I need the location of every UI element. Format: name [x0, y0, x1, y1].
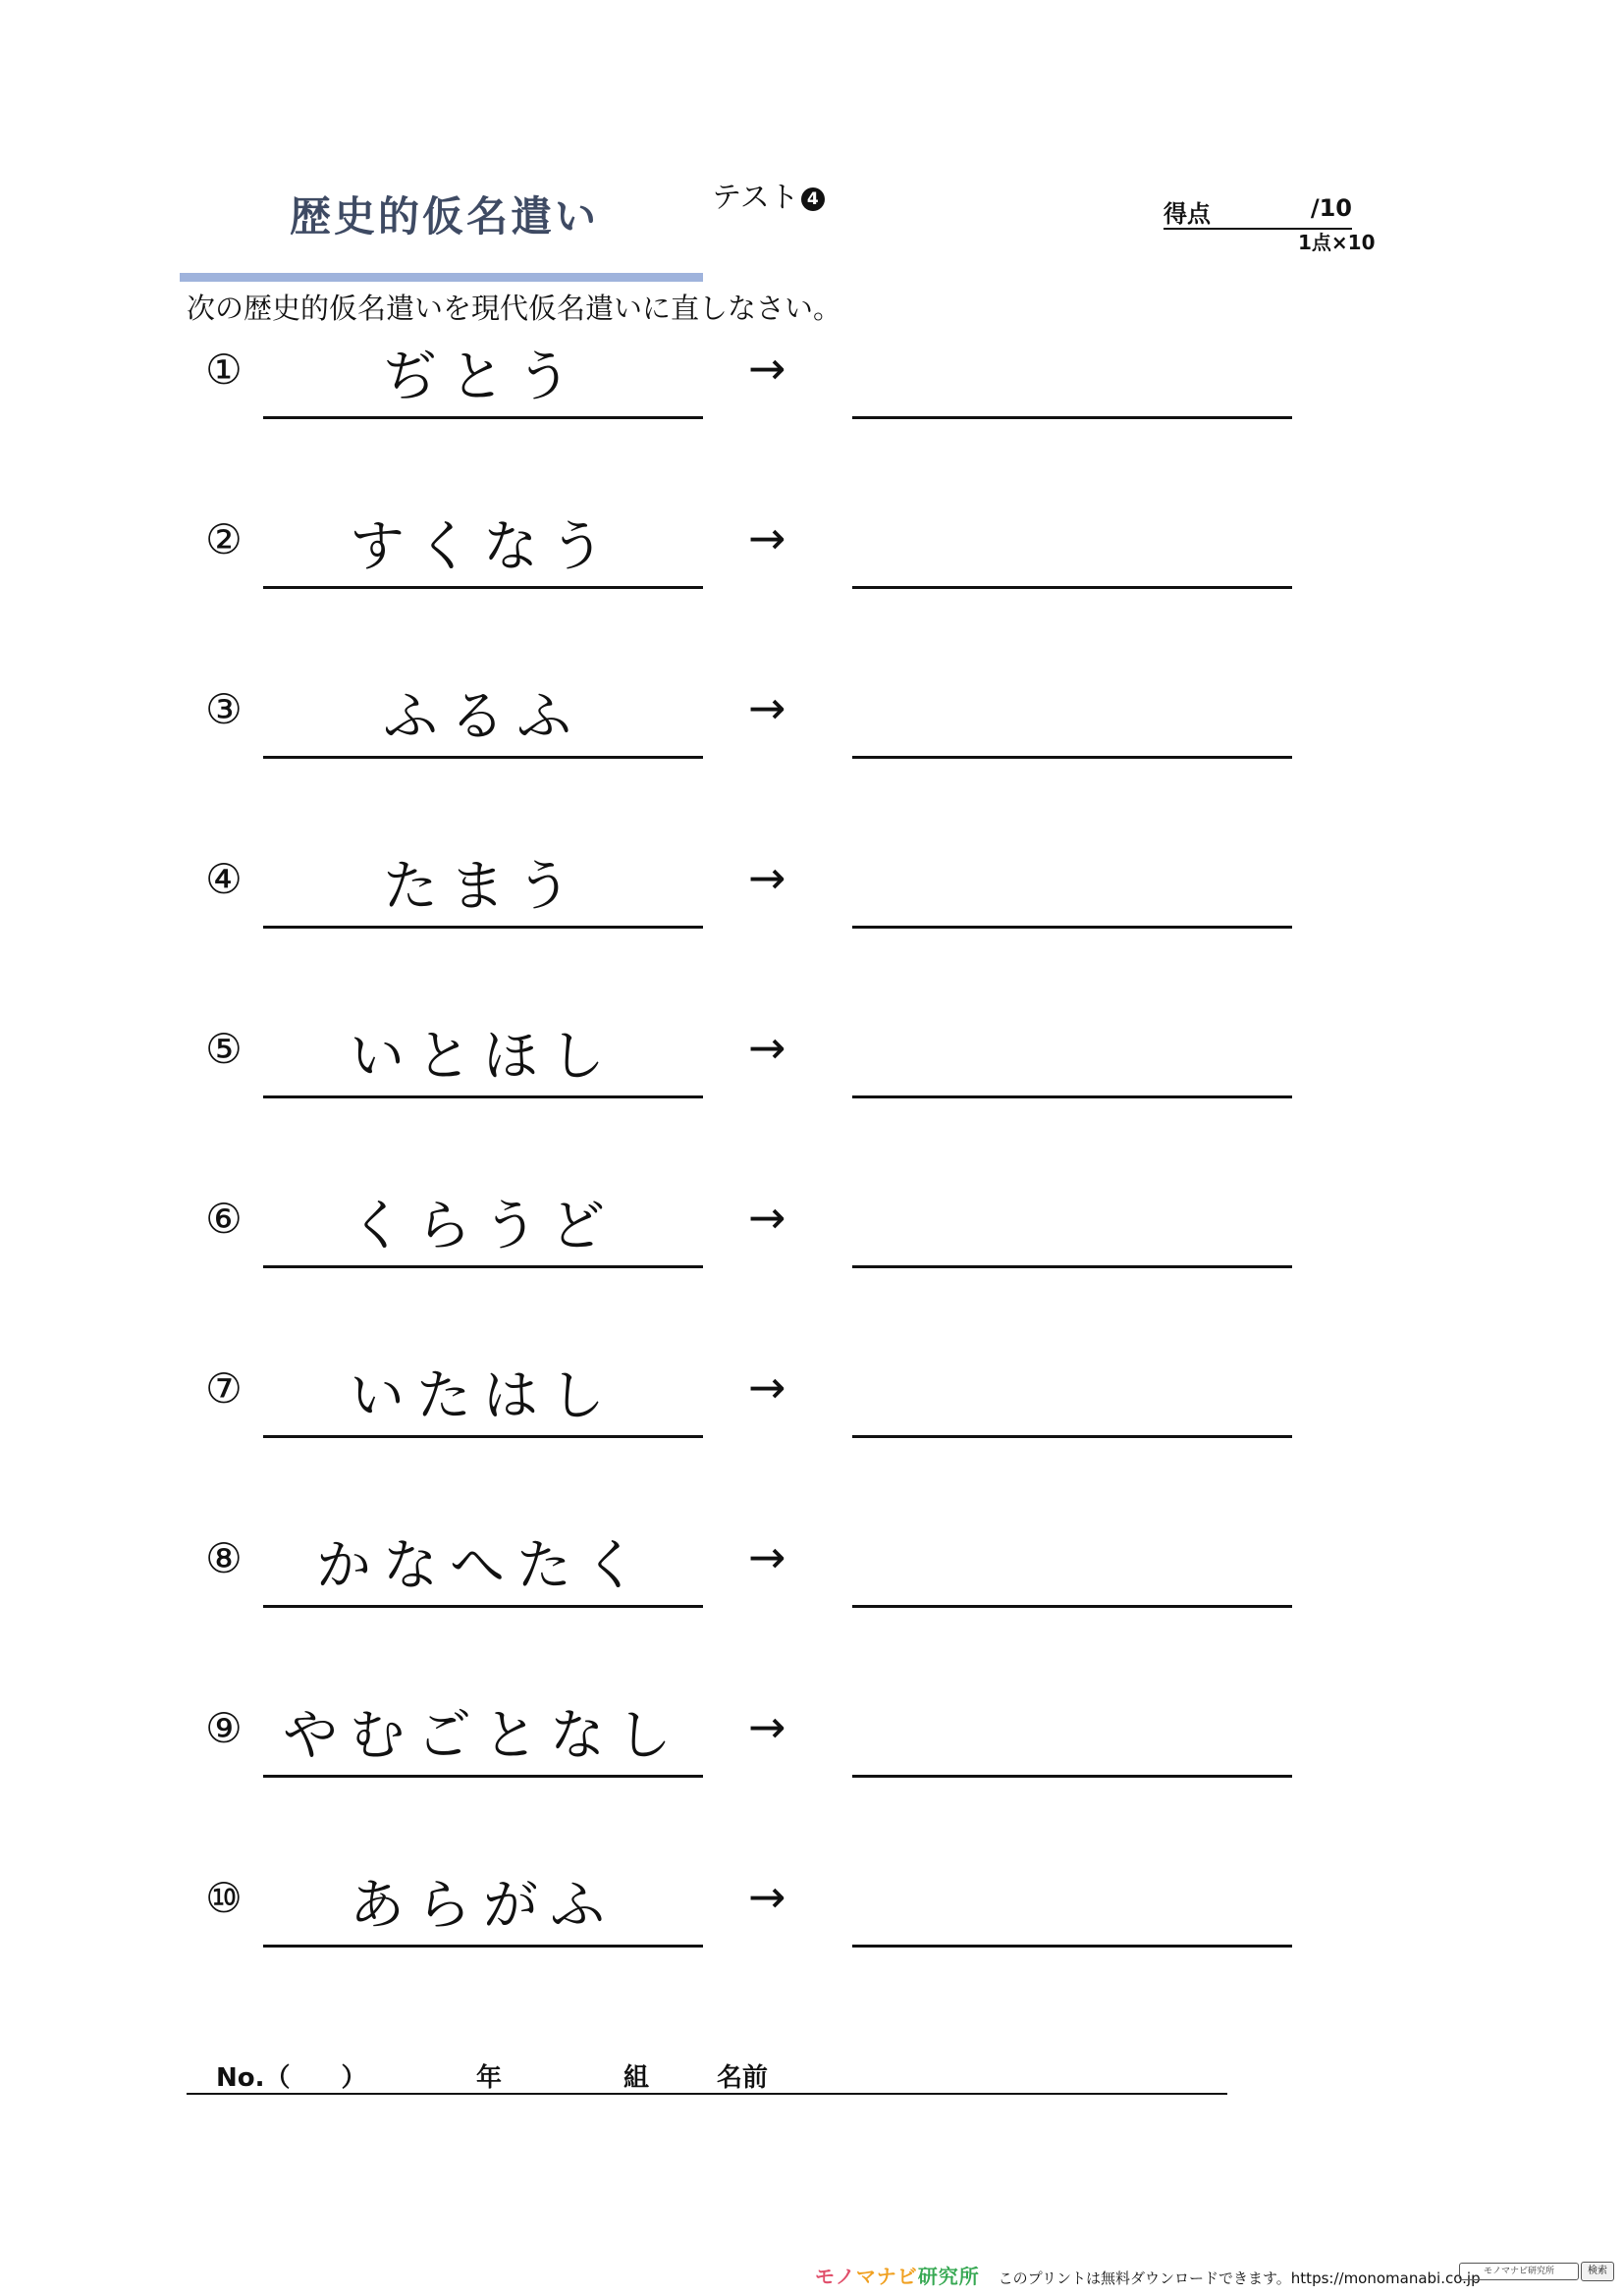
right-arrow-icon: → — [748, 1530, 786, 1583]
right-arrow-icon: → — [748, 1021, 786, 1074]
search-box[interactable]: モノマナビ研究所 — [1459, 2263, 1579, 2280]
answer-blank[interactable] — [852, 1095, 1292, 1098]
student-info-row[interactable] — [187, 2057, 1227, 2095]
question-number: ⑦ — [205, 1364, 243, 1413]
publisher-logo — [815, 2265, 980, 2288]
right-arrow-icon: → — [748, 1870, 786, 1923]
points-per-question: 1点×10 — [1298, 231, 1376, 254]
question-number: ③ — [205, 685, 243, 733]
logo-part-1: モノ — [815, 2265, 856, 2288]
score-field — [1164, 194, 1352, 230]
question-word: ふるふ — [383, 685, 583, 749]
question-word: くらうど — [350, 1195, 617, 1258]
question-underline — [263, 1775, 703, 1778]
score-value: /10 — [1310, 194, 1352, 222]
question-underline — [263, 1945, 703, 1948]
year-label: 年 — [476, 2063, 503, 2093]
question-number: ④ — [205, 855, 243, 903]
question-word: すくなう — [350, 515, 617, 579]
question-word: たまう — [383, 855, 583, 919]
right-arrow-icon: → — [748, 1361, 786, 1414]
test-label-text: テスト — [712, 181, 799, 215]
question-word: いとほし — [350, 1025, 617, 1089]
right-arrow-icon: → — [748, 681, 786, 734]
question-word: かなへたく — [316, 1534, 650, 1598]
question-word: やむごとなし — [283, 1704, 683, 1768]
question-word: あらがふ — [350, 1874, 617, 1938]
right-arrow-icon: → — [748, 851, 786, 904]
question-word: いたはし — [350, 1364, 617, 1428]
answer-blank[interactable] — [852, 416, 1292, 419]
question-underline — [263, 926, 703, 929]
student-number-label: No.（ ） — [216, 2063, 367, 2093]
question-underline — [263, 586, 703, 589]
answer-blank[interactable] — [852, 1775, 1292, 1778]
question-underline — [263, 1095, 703, 1098]
question-number: ⑤ — [205, 1025, 243, 1073]
right-arrow-icon: → — [748, 1700, 786, 1753]
question-underline — [263, 1435, 703, 1438]
title-underline-bar — [180, 273, 703, 282]
question-underline — [263, 416, 703, 419]
logo-part-2: マナビ — [855, 2265, 918, 2288]
question-number: ① — [205, 346, 243, 394]
question-number: ② — [205, 515, 243, 563]
answer-blank[interactable] — [852, 1605, 1292, 1608]
right-arrow-icon: → — [748, 511, 786, 564]
test-label — [712, 173, 825, 216]
question-underline — [263, 756, 703, 759]
instruction-text: 次の歴史的仮名遣いを現代仮名遣いに直しなさい。 — [187, 292, 842, 325]
class-label: 組 — [623, 2063, 650, 2093]
answer-blank[interactable] — [852, 586, 1292, 589]
answer-blank[interactable] — [852, 926, 1292, 929]
footer — [815, 2261, 1481, 2289]
logo-part-3: 研究所 — [917, 2265, 980, 2288]
question-number: ⑧ — [205, 1534, 243, 1582]
score-label: 得点 — [1164, 200, 1211, 228]
name-label: 名前 — [717, 2063, 769, 2093]
worksheet-title: 歴史的仮名遣い — [290, 192, 600, 240]
answer-blank[interactable] — [852, 1435, 1292, 1438]
question-number: ⑩ — [205, 1874, 243, 1922]
answer-blank[interactable] — [852, 1265, 1292, 1268]
right-arrow-icon: → — [748, 342, 786, 395]
question-number: ⑨ — [205, 1704, 243, 1752]
question-number: ⑥ — [205, 1195, 243, 1243]
search-button[interactable]: 検索 — [1581, 2262, 1614, 2281]
question-underline — [263, 1265, 703, 1268]
right-arrow-icon: → — [748, 1191, 786, 1244]
answer-blank[interactable] — [852, 1945, 1292, 1948]
answer-blank[interactable] — [852, 756, 1292, 759]
question-underline — [263, 1605, 703, 1608]
question-word: ぢとう — [383, 346, 583, 409]
test-number-badge: 4 — [801, 187, 825, 211]
footer-text: このプリントは無料ダウンロードできます。https://monomanabi.co.jp — [998, 2269, 1481, 2287]
